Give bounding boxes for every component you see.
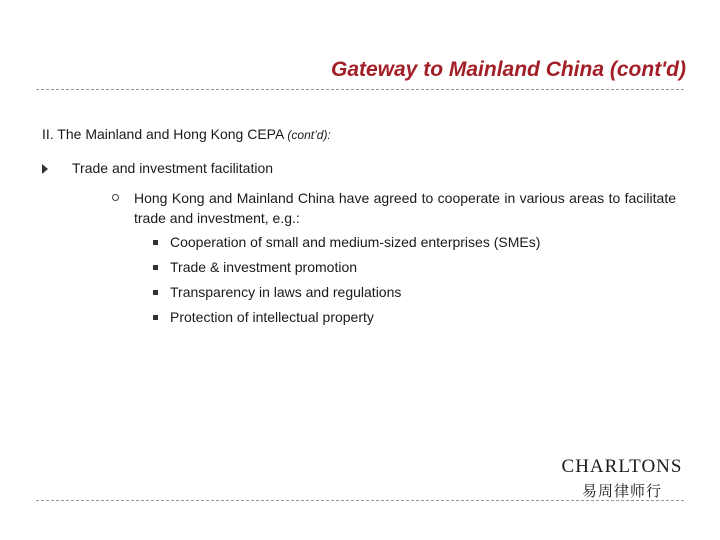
logo-name-en: CHARLTONS — [561, 456, 683, 477]
sub-bullet-text: Trade & investment promotion — [170, 259, 358, 275]
charltons-logo — [560, 456, 684, 501]
slide-title: Gateway to Mainland China (cont'd) — [330, 58, 686, 81]
square-bullet-icon — [153, 315, 158, 320]
logo-name-zh: 易周律师行 — [581, 482, 662, 500]
circle-bullet-icon — [112, 194, 119, 201]
square-bullet-icon — [153, 290, 158, 295]
sub-bullet-text: Cooperation of small and medium-sized enterprises (SMEs) — [170, 234, 541, 250]
top-divider — [36, 89, 684, 90]
section-heading — [42, 126, 331, 142]
square-bullet-icon — [153, 265, 158, 270]
section-heading-text: II. The Mainland and Hong Kong CEPA — [42, 126, 284, 142]
section-heading-note: (cont’d): — [287, 128, 331, 142]
square-bullet-icon — [153, 240, 158, 245]
bottom-divider — [36, 500, 684, 501]
arrow-bullet-icon — [42, 164, 48, 174]
sub-bullet-text: Transparency in laws and regulations — [170, 284, 402, 300]
sub-bullet-text: Protection of intellectual property — [170, 309, 374, 325]
bullet-level1-text: Trade and investment facilitation — [72, 160, 274, 176]
bullet-level2-text: Hong Kong and Mainland China have agreed to cooperate in various areas to facilitate trade and investment, e.g.: — [134, 190, 676, 226]
